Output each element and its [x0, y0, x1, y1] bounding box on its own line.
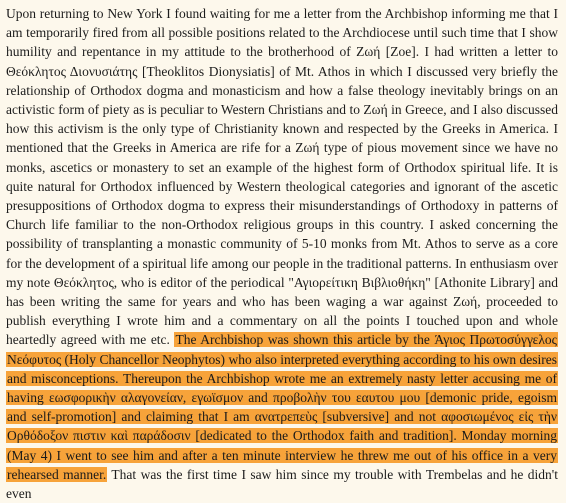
document-page: [6, 4, 558, 502]
paragraph-text-after: That was the first time I saw him since my trouble with Trembelas and he didn't even: [6, 466, 558, 502]
paragraph-text-before: Upon returning to New York I found waiting for me a letter from the Archbishop informing me that I am temporarily fired from all possible positions related to the Archdiocese until such time that I show humility and repentance in my attitude to the brotherhood of Ζωή [Zoe]. I had written a letter to Θεόκλητος Διονυσιάτης [Theoklitos Dionysiatis] of Mt. Athos in which I discussed very briefly the relationship of Orthodox dogma and monasticism and how a false theology inevitably brings on an activistic form of piety as is peculiar to Western Christians and to Ζωή in Greece, and I also discussed how this activism is the only type of Christianity known and respected by the Greeks in America. I mentioned that the Greeks in America are rife for a Ζωή type of pious movement since we have no monks, ascetics or monastery to set an example of the highest form of Orthodox spiritual life. It is quite natural for Orthodox influenced by Western theological categories and ignorant of the ascetic presuppositions of Orthodox dogma to express their misunderstandings of Orthodoxy in patterns of Church life familiar to the non-Orthodox religious groups in this country. I asked concerning the possibility of transplanting a monastic community of 5-10 monks from Mt. Athos to serve as a core for the development of a spiritual life among our people in the traditional patterns. In enthusiasm over my note Θεόκλητος, who is editor of the periodical "Αγιορείτικη Βιβλιοθήκη" [Athonite Library] and has been writing the same for years and who has been waging a war against Ζωή, proceeded to publish everything I wrote him and a commentary on all the points I touched upon and whole heartedly agreed with me etc.: [6, 6, 558, 348]
highlighted-passage[interactable]: The Archbishop was shown this article by the Άγιος Πρωτοσύγγελος Νεόφυτος (Holy Chancellor Neophytos) who also interpreted everything according to his own desires and misconceptions. Thereupon the Archbishop wrote me an extremely nasty letter accusing me of having εωσφορικὴν αλαγονείαν, εγωϊσμον and προβολὴν του εαυτου μου [demonic pride, egoism and self-promotion] and claiming that I am ανατρεπεὺς [subversive] and not αφοσιωμένος εἰς τὴν Ορθόδοξον πιστιν καὶ παράδοσιν [dedicated to the Orthodox faith and tradition]. Monday morning (May 4) I went to see him and after a ten minute interview he threw me out of his office in a very rehearsed manner.: [7, 332, 557, 482]
body-paragraph: [6, 4, 558, 503]
